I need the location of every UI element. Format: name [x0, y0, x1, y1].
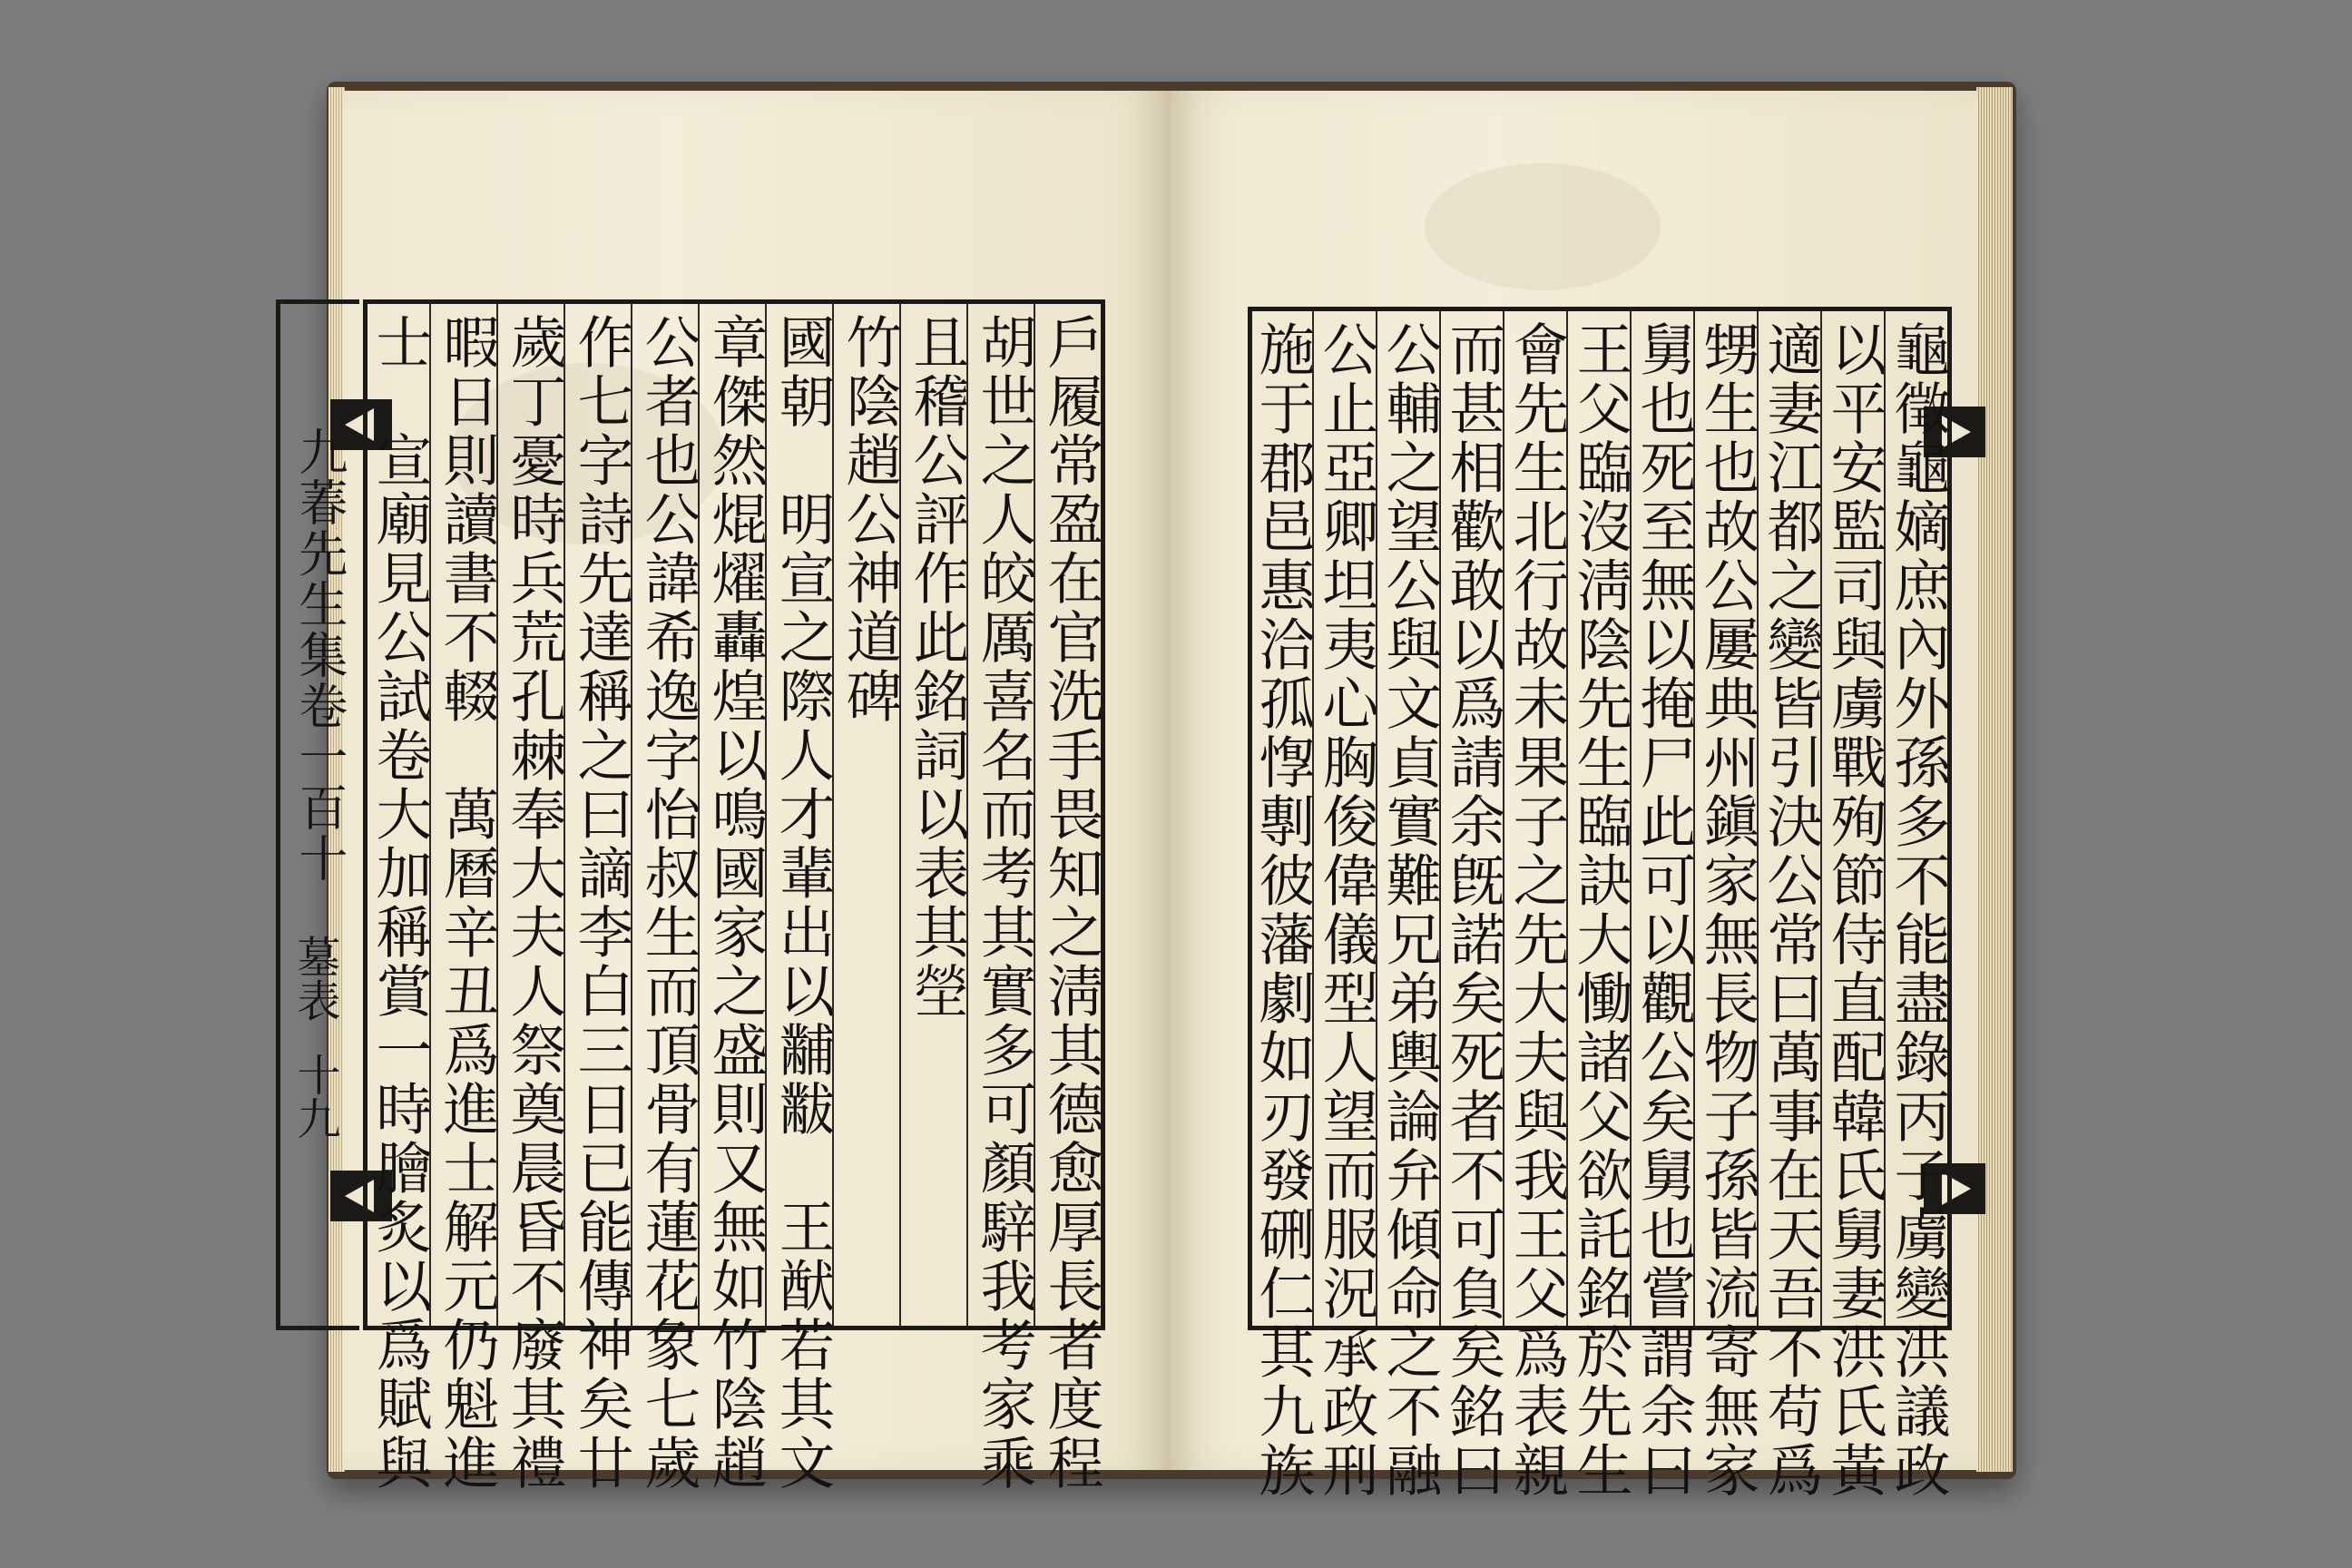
- text-column: 國朝 明宣之際人才輩出以黼黻 王猷若其文: [765, 304, 832, 1326]
- text-column: 甥生也故公屢典州鎭家無長物子孫皆流寄無家: [1693, 311, 1757, 1326]
- text-column: 公止亞卿坦夷心胸俊偉儀型人望而服況承政刑: [1312, 311, 1376, 1326]
- text-column: 章傑然焜燿轟煌以鳴國家之盛則又無如竹陰趙: [698, 304, 765, 1326]
- section-label: 墓表: [289, 935, 340, 1022]
- text-column: 士 宣廟見公試卷大加稱賞一時膾炙以爲賦與: [367, 313, 433, 1493]
- page-edges-right: [1976, 87, 2013, 1472]
- text-column: 作七字詩先達稱之曰謫李白三日已能傳神矣廿: [564, 304, 631, 1326]
- text-column: 施于郡邑惠洽孤惸剸彼藩劇如刃發硎仁其九族: [1250, 320, 1316, 1500]
- text-column: 公輔之望公與文貞實難兄弟輿論弁傾命之不融: [1376, 311, 1439, 1326]
- text-column-heading: 竹陰趙公神道碑: [832, 304, 899, 1326]
- left-text-columns: [367, 304, 1104, 1493]
- text-column: 以平安監司與虜戰殉節侍直配韓氏舅妻洪氏黃: [1820, 311, 1884, 1326]
- text-column: 龜徵龜嫡庶內外孫多不能盡錄丙子虜變洪議政: [1884, 311, 1947, 1326]
- left-text-frame: [363, 299, 1105, 1493]
- right-text-columns: [1250, 311, 1951, 1500]
- paper-stain: [1425, 163, 1661, 290]
- text-column: 而甚相歡敢以爲請余旣諾矣死者不可負矣銘曰: [1439, 311, 1503, 1326]
- text-column: 暇日則讀書不輟 萬曆辛丑爲進士解元仍魁進: [429, 304, 496, 1326]
- text-column: 公者也公諱希逸字怡叔生而頂骨有蓮花象七歲: [631, 304, 698, 1326]
- right-text-frame: [1248, 307, 1952, 1500]
- text-column: 舅也死至無以掩尸此可以觀公矣舅也嘗謂余曰: [1630, 311, 1693, 1326]
- text-column: 王父臨沒淸陰先生臨訣大慟諸父欲託銘於先生: [1566, 311, 1630, 1326]
- text-column: 適妻江都之變皆引決公常曰萬事在天吾不苟爲: [1757, 311, 1820, 1326]
- volume-title: 九萶先生集卷一百十: [291, 426, 348, 884]
- text-column: 且稽公評作此銘詞以表其塋: [899, 304, 966, 1326]
- text-column: 胡世之人皎厲喜名而考其實多可顏騂我考家乘: [966, 304, 1034, 1326]
- text-column: 歲丁憂時兵荒孔棘奉大夫人祭奠晨昏不廢其禮: [496, 304, 564, 1326]
- text-column: 戶履常盈在官洗手畏知之淸其德愈厚長者度程: [1034, 304, 1101, 1326]
- folio-number: 十九: [289, 1053, 340, 1140]
- text-column: 會先生北行故未果子之先大夫與我王父爲表親: [1503, 311, 1566, 1326]
